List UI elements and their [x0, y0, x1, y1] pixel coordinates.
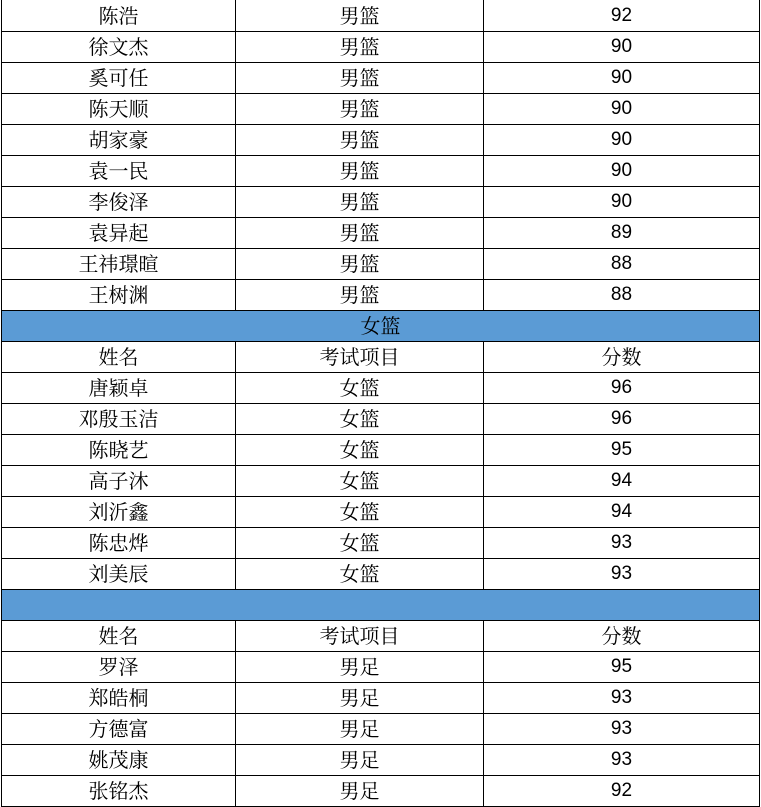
event-cell[interactable]: 男篮 [236, 125, 484, 156]
event-cell[interactable]: 男篮 [236, 156, 484, 187]
table-row [2, 373, 760, 404]
name-cell[interactable]: 刘美辰 [2, 559, 236, 590]
score-cell[interactable]: 92 [484, 776, 760, 807]
header-score[interactable]: 分数 [484, 621, 760, 652]
score-cell[interactable]: 93 [484, 714, 760, 745]
header-event[interactable]: 考试项目 [236, 342, 484, 373]
event-cell[interactable]: 男篮 [236, 218, 484, 249]
table-row [2, 776, 760, 807]
name-cell[interactable]: 陈天顺 [2, 94, 236, 125]
header-score[interactable]: 分数 [484, 342, 760, 373]
section-title[interactable]: 女篮 [2, 311, 760, 342]
score-cell[interactable]: 95 [484, 652, 760, 683]
name-cell[interactable]: 袁一民 [2, 156, 236, 187]
name-cell[interactable]: 唐颖卓 [2, 373, 236, 404]
table-row [2, 218, 760, 249]
header-name[interactable]: 姓名 [2, 621, 236, 652]
name-cell[interactable]: 徐文杰 [2, 32, 236, 63]
event-cell[interactable]: 男篮 [236, 0, 484, 32]
event-cell[interactable]: 男篮 [236, 63, 484, 94]
score-cell[interactable]: 89 [484, 218, 760, 249]
event-cell[interactable]: 女篮 [236, 373, 484, 404]
name-cell[interactable]: 陈浩 [2, 0, 236, 32]
table-row [2, 156, 760, 187]
score-cell[interactable]: 88 [484, 249, 760, 280]
name-cell[interactable]: 姚茂康 [2, 745, 236, 776]
name-cell[interactable]: 奚可任 [2, 63, 236, 94]
score-cell[interactable]: 93 [484, 683, 760, 714]
score-cell[interactable]: 93 [484, 559, 760, 590]
event-cell[interactable]: 女篮 [236, 528, 484, 559]
table-row [2, 559, 760, 590]
table-row [2, 528, 760, 559]
name-cell[interactable]: 高子沐 [2, 466, 236, 497]
score-cell[interactable]: 90 [484, 187, 760, 218]
score-cell[interactable]: 92 [484, 0, 760, 32]
event-cell[interactable]: 男足 [236, 745, 484, 776]
event-cell[interactable]: 男篮 [236, 249, 484, 280]
header-row [2, 342, 760, 373]
score-table [1, 0, 760, 807]
table-row [2, 466, 760, 497]
score-cell[interactable]: 96 [484, 373, 760, 404]
name-cell[interactable]: 李俊泽 [2, 187, 236, 218]
name-cell[interactable]: 王树渊 [2, 280, 236, 311]
table-row [2, 714, 760, 745]
score-cell[interactable]: 95 [484, 435, 760, 466]
table-row [2, 0, 760, 32]
event-cell[interactable]: 女篮 [236, 559, 484, 590]
event-cell[interactable]: 女篮 [236, 497, 484, 528]
event-cell[interactable]: 女篮 [236, 466, 484, 497]
name-cell[interactable]: 胡家豪 [2, 125, 236, 156]
table-row [2, 745, 760, 776]
header-event[interactable]: 考试项目 [236, 621, 484, 652]
table-row [2, 280, 760, 311]
score-cell[interactable]: 93 [484, 745, 760, 776]
event-cell[interactable]: 男足 [236, 652, 484, 683]
table-row [2, 187, 760, 218]
section-title[interactable] [2, 590, 760, 621]
header-name[interactable]: 姓名 [2, 342, 236, 373]
name-cell[interactable]: 郑皓桐 [2, 683, 236, 714]
table-row [2, 249, 760, 280]
event-cell[interactable]: 女篮 [236, 435, 484, 466]
name-cell[interactable]: 张铭杰 [2, 776, 236, 807]
score-cell[interactable]: 94 [484, 497, 760, 528]
name-cell[interactable]: 袁异起 [2, 218, 236, 249]
section-title-row [2, 311, 760, 342]
table-row [2, 63, 760, 94]
event-cell[interactable]: 男篮 [236, 94, 484, 125]
event-cell[interactable]: 女篮 [236, 404, 484, 435]
event-cell[interactable]: 男篮 [236, 187, 484, 218]
table-row [2, 652, 760, 683]
table-row [2, 497, 760, 528]
table-row [2, 32, 760, 63]
name-cell[interactable]: 陈晓艺 [2, 435, 236, 466]
score-cell[interactable]: 90 [484, 63, 760, 94]
score-cell[interactable]: 90 [484, 94, 760, 125]
name-cell[interactable]: 王祎璟暄 [2, 249, 236, 280]
score-cell[interactable]: 90 [484, 156, 760, 187]
name-cell[interactable]: 刘沂鑫 [2, 497, 236, 528]
table-row [2, 435, 760, 466]
table-row [2, 404, 760, 435]
score-cell[interactable]: 90 [484, 125, 760, 156]
section-title-row [2, 590, 760, 621]
score-cell[interactable]: 88 [484, 280, 760, 311]
score-cell[interactable]: 90 [484, 32, 760, 63]
event-cell[interactable]: 男足 [236, 714, 484, 745]
event-cell[interactable]: 男足 [236, 776, 484, 807]
table-row [2, 94, 760, 125]
event-cell[interactable]: 男篮 [236, 32, 484, 63]
name-cell[interactable]: 邓殷玉洁 [2, 404, 236, 435]
table-row [2, 125, 760, 156]
name-cell[interactable]: 方德富 [2, 714, 236, 745]
score-cell[interactable]: 96 [484, 404, 760, 435]
table-row [2, 683, 760, 714]
header-row [2, 621, 760, 652]
score-cell[interactable]: 94 [484, 466, 760, 497]
score-cell[interactable]: 93 [484, 528, 760, 559]
event-cell[interactable]: 男足 [236, 683, 484, 714]
event-cell[interactable]: 男篮 [236, 280, 484, 311]
name-cell[interactable]: 陈忠烨 [2, 528, 236, 559]
name-cell[interactable]: 罗泽 [2, 652, 236, 683]
